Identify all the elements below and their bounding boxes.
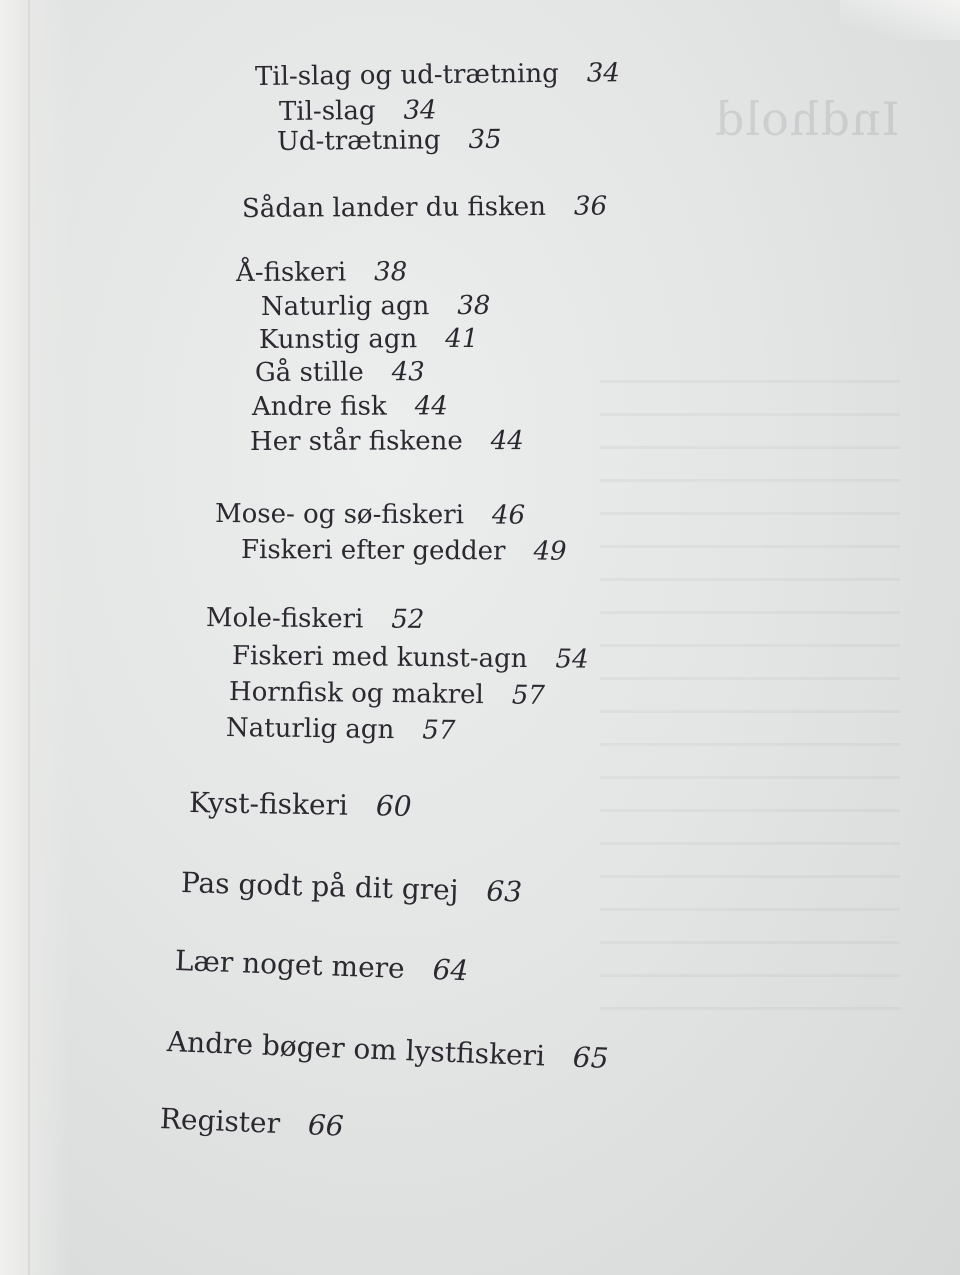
toc-entry-til-slag-og-ud-traetning	[255, 58, 620, 92]
toc-entry-her-staar-fiskene	[250, 426, 524, 457]
toc-entry-title: Mole-fiskeri	[205, 603, 364, 635]
toc-entry-aa-fiskeri	[236, 257, 407, 288]
toc-entry-page: 64	[432, 953, 469, 988]
toc-entry-title: Sådan lander du fisken	[241, 191, 547, 224]
toc-entry-title: Til-slag	[278, 95, 376, 127]
toc-entry-title: Kunstig agn	[258, 324, 418, 355]
toc-entry-title: Å-fiskeri	[235, 257, 347, 288]
toc-entry-mole-fiskeri	[206, 603, 425, 635]
toc-entry-title: Til-slag og ud-trætning	[254, 58, 559, 92]
toc-entry-page: 35	[468, 124, 502, 155]
toc-entry-title: Register	[159, 1102, 281, 1141]
toc-entry-page: 34	[586, 58, 621, 89]
toc-entry-title: Fiskeri efter gedder	[240, 535, 506, 567]
toc-entry-register	[159, 1102, 344, 1143]
toc-entry-title: Andre bøger om lystfiskeri	[166, 1025, 546, 1073]
toc-entry-fiskeri-efter-gedder	[241, 535, 567, 567]
toc-entry-title: Pas godt på dit grej	[180, 866, 459, 907]
toc-entry-page: 38	[457, 290, 491, 321]
toc-entry-page: 57	[511, 680, 546, 711]
toc-entry-page: 49	[533, 536, 567, 567]
bleed-through-text: Indhold	[714, 92, 900, 146]
toc-entry-kyst-fiskeri	[189, 786, 412, 823]
toc-entry-title: Her står fiskene	[249, 426, 463, 457]
toc-entry-page: 57	[422, 715, 456, 746]
toc-entry-fiskeri-med-kunst-agn	[232, 641, 589, 675]
toc-entry-page: 44	[490, 426, 524, 457]
toc-entry-title: Fiskeri med kunst-agn	[231, 641, 528, 675]
toc-entry-page: 63	[485, 874, 523, 909]
toc-entry-title: Kyst-fiskeri	[188, 786, 349, 822]
toc-entry-page: 38	[374, 257, 408, 288]
toc-entry-page: 34	[403, 95, 437, 126]
toc-entry-page: 46	[491, 500, 526, 531]
toc-entry-title: Mose- og sø-fiskeri	[214, 499, 465, 531]
toc-entry-ud-traetning	[277, 125, 502, 157]
toc-entry-page: 43	[391, 357, 425, 388]
toc-entry-pas-godt-paa-dit-grej	[181, 866, 523, 909]
toc-entry-title: Hornfisk og makrel	[228, 677, 484, 711]
toc-entry-page: 54	[555, 644, 589, 675]
toc-entry-page: 44	[414, 391, 448, 422]
toc-entry-naturlig-agn	[261, 291, 491, 322]
toc-entry-gaa-stille	[255, 357, 425, 388]
toc-entry-title: Ud-trætning	[276, 125, 441, 157]
toc-entry-hornfisk-og-makrel	[229, 677, 545, 711]
toc-entry-saadan-lander-du-fisken	[242, 191, 607, 224]
toc-entry-andre-fisk	[252, 391, 448, 422]
toc-entry-til-slag	[279, 95, 437, 127]
toc-entry-kunstig-agn	[259, 324, 478, 355]
toc-entry-mose-og-soe-fiskeri	[215, 499, 525, 531]
toc-entry-title: Gå stille	[254, 357, 364, 388]
toc-entry-page: 65	[572, 1040, 610, 1075]
toc-entry-page: 36	[573, 191, 608, 222]
toc-entry-title: Naturlig agn	[260, 291, 430, 322]
toc-entry-title: Naturlig agn	[225, 713, 395, 746]
toc-entry-naturlig-agn-2	[226, 713, 456, 746]
toc-entry-title: Andre fisk	[251, 391, 387, 422]
toc-entry-page: 60	[375, 789, 412, 823]
toc-entry-title: Lær noget mere	[174, 944, 406, 986]
toc-entry-page: 66	[307, 1108, 345, 1143]
toc-entry-page: 52	[391, 604, 425, 635]
toc-entry-page: 41	[445, 323, 479, 355]
toc-entry-andre-boeger-om-lystfiskeri	[166, 1025, 609, 1075]
toc-entry-laer-noget-mere	[174, 944, 468, 987]
